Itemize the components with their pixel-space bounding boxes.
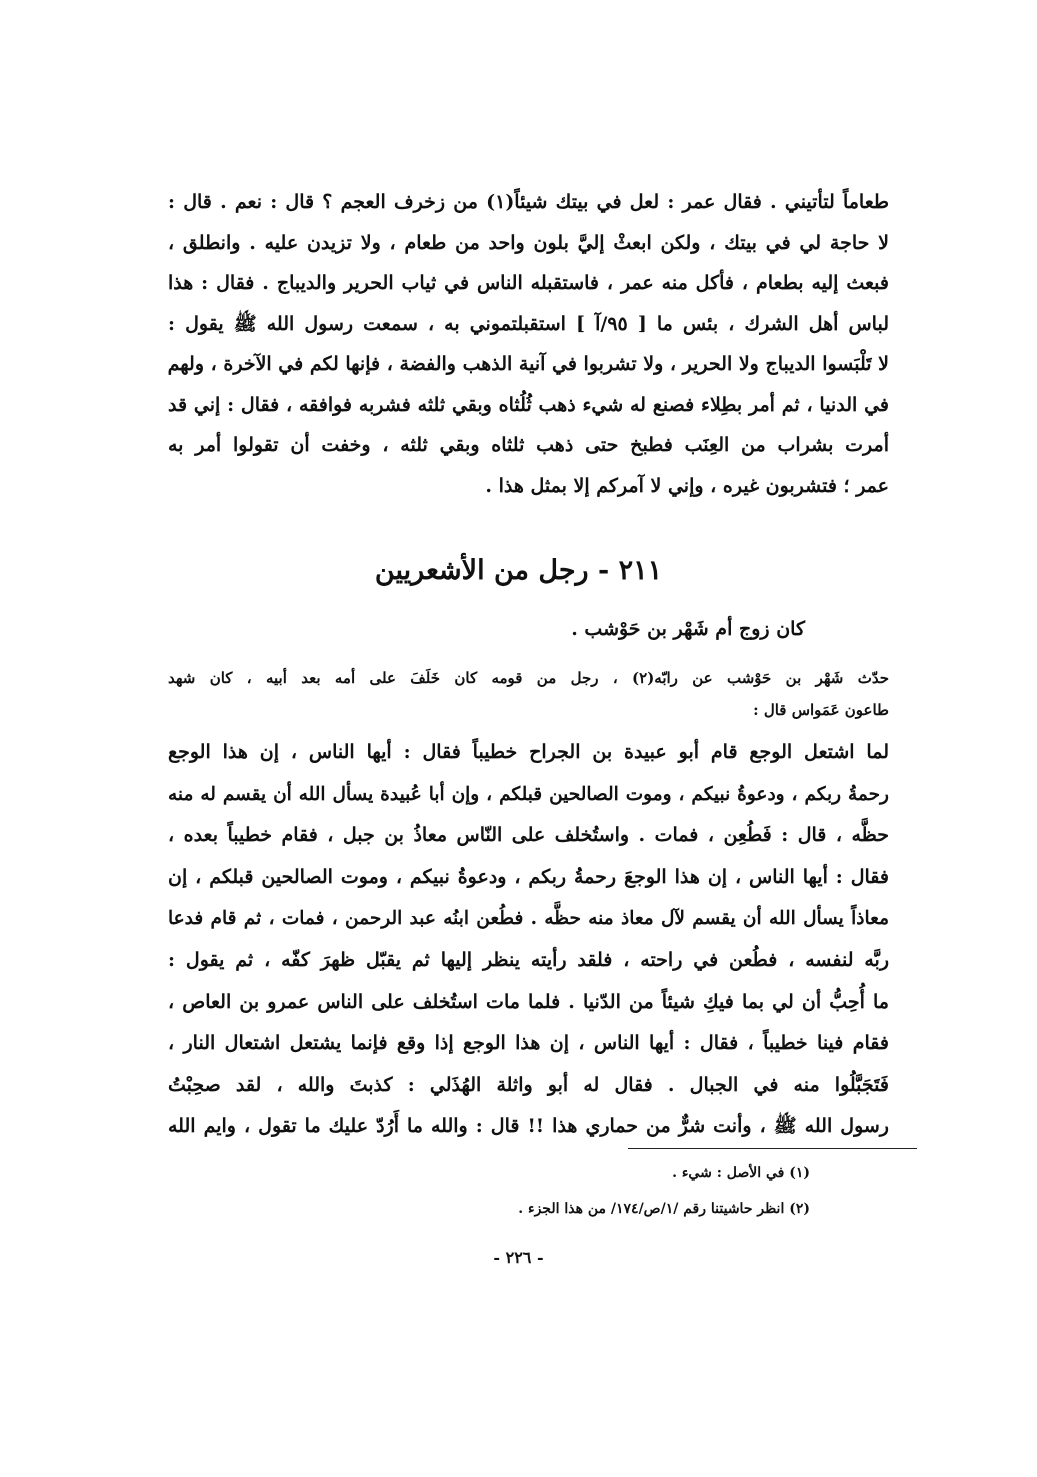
text-line: طعاماً لتأتيني . فقال عمر : لعل في بيتك شيئاً(١) من زخرف العجم ؟ قال : نعم . قال : bbox=[168, 191, 889, 213]
page-number: - ٢٢٦ - bbox=[493, 1248, 544, 1267]
text-line: عمر ؛ فتشربون غيره ، وإني لا آمركم إلا بمثل هذا . bbox=[485, 474, 889, 497]
text-line: ما أُحِبُّ أن لي بما فيكِ شيئاً من الدّنيا . فلما مات استُخلف على الناس عمرو بن العاص ، bbox=[168, 990, 889, 1013]
text-line: فَتَجَبَّلُوا منه في الجبال . فقال له أبو واثلة الهُذَلي : كذبتَ والله ، لقد صحِبْتُ bbox=[168, 1073, 889, 1096]
text-line: فبعث إليه بطعام ، فأكل منه عمر ، فاستقبله الناس في ثياب الحرير والديباج . فقال : هذا bbox=[168, 272, 889, 294]
footnote: (١) في الأصل : شيء . bbox=[672, 1165, 810, 1181]
text-line: فقال : أيها الناس ، إن هذا الوجعَ رحمةُ ربكم ، ودعوةُ نبيكم ، وموت الصالحين قبلكم ، إن bbox=[168, 865, 889, 888]
text-line: حدّث شَهْر بن حَوْشب عن رابّه(٢) ، رجل من قومه كان خَلَفَ على أمه بعد أبيه ، كان شهد bbox=[168, 669, 889, 687]
text-line: معاذاً يسأل الله أن يقسم لآل معاذ منه حظَّه . فطُعن ابنُه عبد الرحمن ، فمات ، ثم قام فدعا bbox=[168, 908, 889, 930]
footnote-divider bbox=[628, 1148, 917, 1149]
text-line: لا حاجة لي في بيتك ، ولكن ابعثْ إليَّ بلون واحد من طعام ، ولا تزيدن عليه . وانطلق ، bbox=[168, 231, 889, 254]
text-line: لباس أهل الشرك ، بئس ما [ ٩٥/آ ] استقبلتموني به ، سمعت رسول الله ﷺ يقول : bbox=[168, 312, 889, 335]
text-line: لا تَلْبَسوا الديباج ولا الحرير ، ولا تشربوا في آنية الذهب والفضة ، فإنها لكم في الآخرة ، ولهم bbox=[168, 353, 889, 375]
text-line: في الدنيا ، ثم أمر بطِلاء فصنع له شيء ذهب ثُلُثاه وبقي ثلثه فشربه فوافقه ، فقال : إني قد bbox=[168, 393, 889, 416]
text-line: أمرت بشراب من العِنَب فطبخ حتى ذهب ثلثاه وبقي ثلثه ، وخفت أن تقولوا أمر به bbox=[168, 434, 889, 456]
text-line: طاعون عَمَواس قال : bbox=[753, 701, 889, 719]
narration-chain bbox=[168, 662, 889, 726]
footnote: (٢) انظر حاشيتنا رقم /١/ص/١٧٤/ من هذا الجزء . bbox=[518, 1201, 810, 1217]
intro-line: كان زوج أم شَهْر بن حَوْشب . bbox=[571, 618, 805, 640]
footnotes bbox=[518, 1155, 810, 1227]
text-line: حظَّه ، قال : فَطُعِن ، فمات . واستُخلف على النّاس معاذُ بن جبل ، فقام خطيباً بعده ، bbox=[168, 824, 889, 847]
text-line: فقام فينا خطيباً ، فقال : أيها الناس ، إن هذا الوجع إذا وقع فإنما يشتعل اشتعال النار ، bbox=[168, 1032, 889, 1055]
text-line: لما اشتعل الوجع قام أبو عبيدة بن الجراح خطيباً فقال : أيها الناس ، إن هذا الوجع bbox=[168, 741, 889, 763]
text-line: رحمةُ ربكم ، ودعوةُ نبيكم ، وموت الصالحين قبلكم ، وإن أبا عُبيدة يسأل الله أن يقسم له منه bbox=[168, 783, 889, 805]
section-heading: ٢١١ - رجل من الأشعريين bbox=[374, 555, 663, 586]
paragraph-umar-story bbox=[168, 182, 889, 506]
paragraph-plague-story bbox=[168, 732, 889, 1148]
text-line: ربَّه لنفسه ، فطُعن في راحته ، فلقد رأيته ينظر إليها ثم يقبّل ظهرَ كفّه ، ثم يقول : bbox=[168, 948, 889, 971]
text-line: رسول الله ﷺ ، وأنت شرٌّ من حماري هذا !! قال : والله ما أَرُدّ عليك ما تقول ، وايم الله bbox=[168, 1115, 889, 1138]
